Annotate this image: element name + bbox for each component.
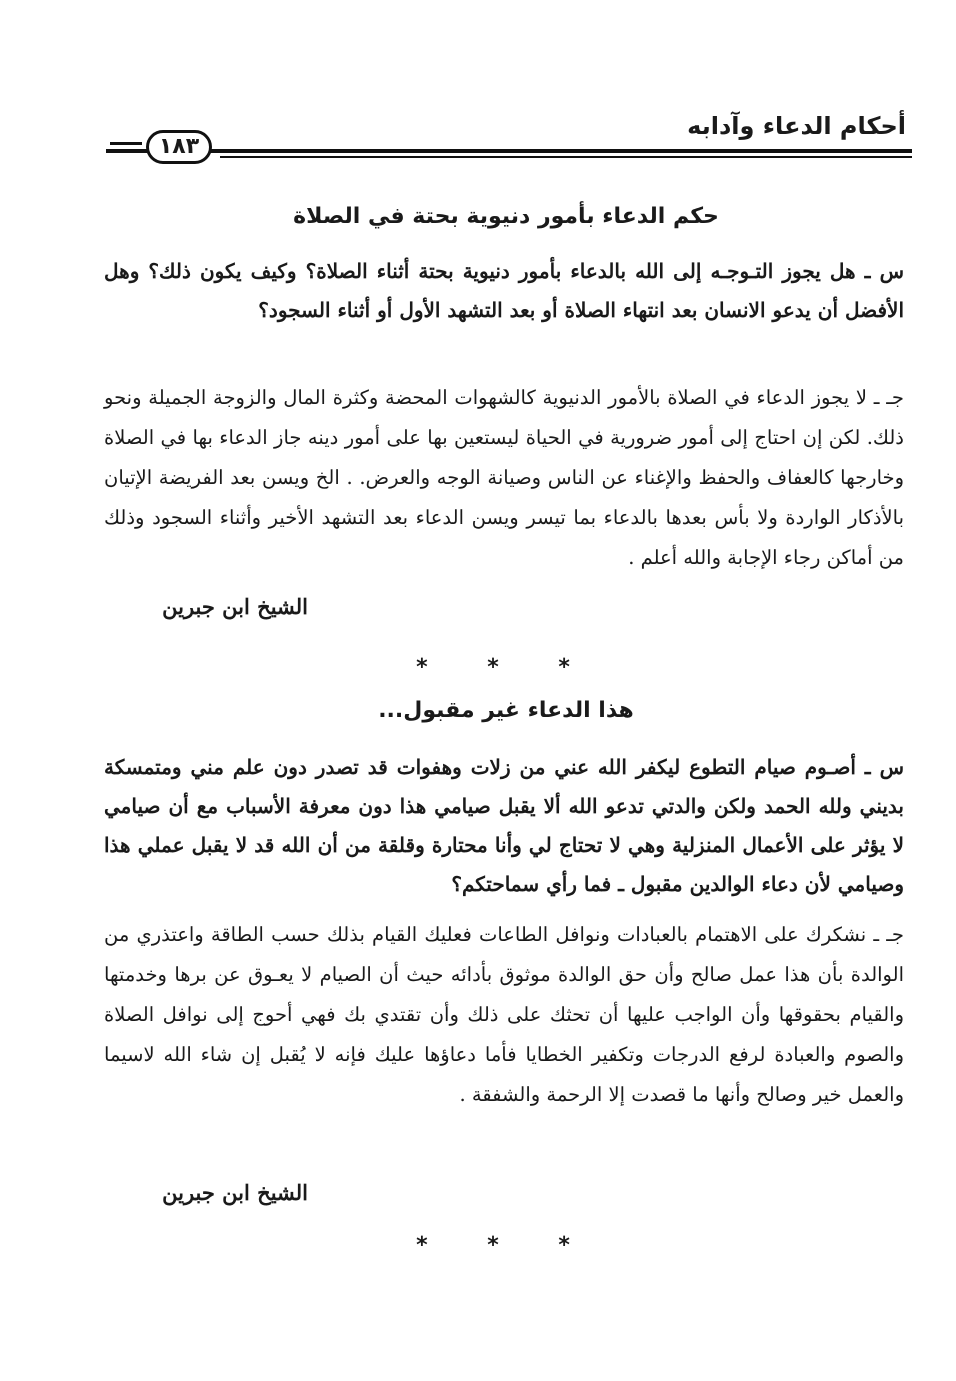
section-title: حكم الدعاء بأمور دنيوية بحتة في الصلاة (293, 204, 719, 229)
question-text: س ـ هل يجوز التـوجـه إلى الله بالدعاء بأمور دنيوية بحتة أثناء الصلاة؟ وكيف يكون ذلك؟ وهل الأفضل أن يدعو الانسان بعد انتهاء الصلاة أو بعد التشهد الأول أو أثناء السجود؟ (104, 259, 904, 322)
header-rule (106, 149, 912, 153)
running-header (100, 104, 912, 164)
signature: الشيخ ابن جبرين (162, 594, 308, 619)
section-separator: * * * (416, 1233, 596, 1258)
header-rule-ornament (110, 142, 142, 145)
book-title: أحكام الدعاء وآدابه (687, 112, 906, 140)
question-text: س ـ أصـوم صيام التطوع ليكفر الله عني من زلات وهفوات قد تصدر دون علم مني ومتمسكة بديني ولله الحمد ولكن والدتي تدعو الله ألا يقبل صيامي هذا دون معرفة الأسباب مع أن صيامي لا يؤثر على الأعمال المنزلية وهي لا تحتاج لي وأنا محتارة وقلقة من أن الله قد لا يقبل عملي هذا وصيامي لأن دعاء الوالدين مقبول ـ فما رأي سماحتكم؟ (104, 755, 904, 896)
page-number: ١٨٣ (146, 130, 212, 164)
section-title: هذا الدعاء غير مقبول... (378, 698, 634, 723)
answer-text: جـ ـ نشكرك على الاهتمام بالعبادات ونوافل الطاعات فعليك القيام بذلك حسب الطاقة واعتذري من الوالدة بأن هذا عمل صالح وأن حق الوالدة موثوق بأدائه حيث أن الصيام لا يعـوق عن برها وخدمتها والقيام بحقوقها وأن الواجب عليها أن تحثك على ذلك وأن تقتدي بك فهي أحوج إلى نوافل الصلاة والصوم والعبادة لرفع الدرجات وتكفير الخطايا فأما دعاؤها عليك فإنه لا يُقبل إن شاء الله لاسيما والعمل خير وصالح وأنها ما قصدت إلا الرحمة والشفقة . (104, 923, 904, 1106)
answer-text: جـ ـ لا يجوز الدعاء في الصلاة بالأمور الدنيوية كالشهوات المحضة وكثرة المال والزوجة الجميلة ونحو ذلك. لكن إن احتاج إلى أمور ضرورية في الحياة ليستعين بها على أمور دينه جاز الدعاء بها في الصلاة وخارجها كالعفاف والحفظ والإغناء عن الناس وصيانة الوجه والعرض. . الخ ويسن بعد الفريضة الإتيان بالأذكار الواردة ولا بأس بعدها بالدعاء بما تيسر ويسن الدعاء بعد التشهد الأخير وأثناء السجود وذلك من أماكن رجاء الإجابة والله أعلم . (104, 386, 904, 569)
header-rule-thin (220, 156, 912, 158)
section-separator: * * * (416, 655, 596, 680)
signature: الشيخ ابن جبرين (162, 1180, 308, 1205)
